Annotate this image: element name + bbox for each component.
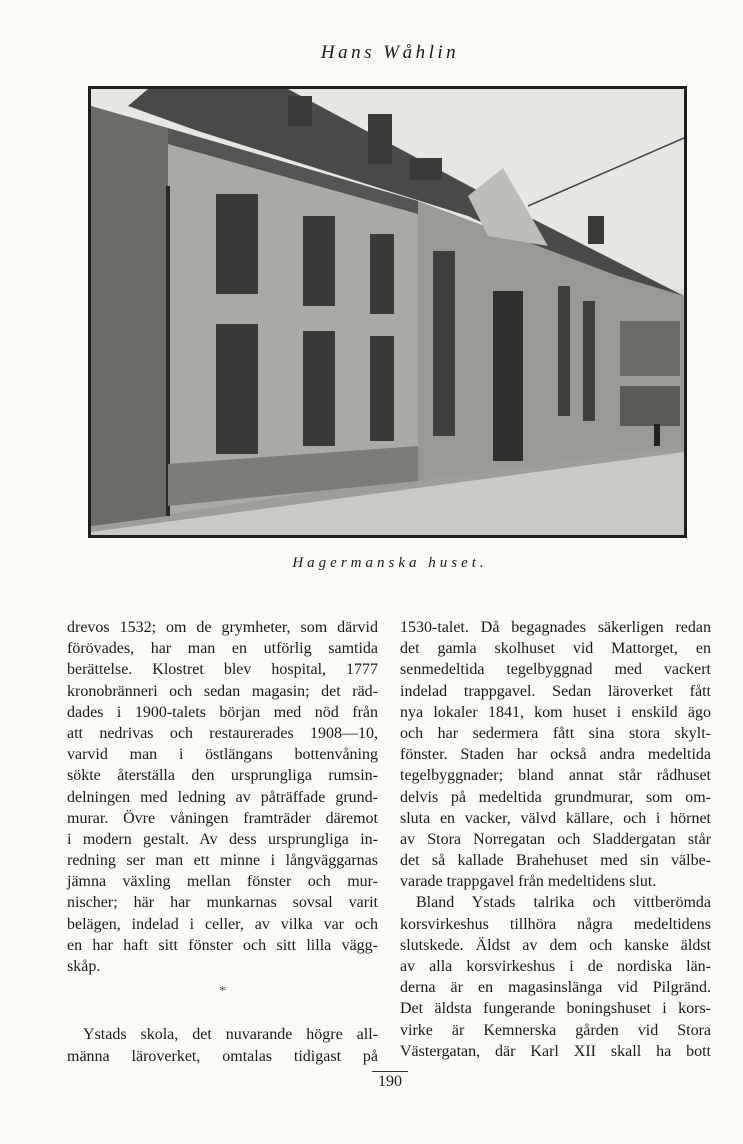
text-line: berättelse. Klostret blev hospital, 1777 <box>67 661 378 679</box>
text-line: derna är en magasinslänga vid Pilgränd. <box>400 979 711 997</box>
paragraph <box>400 617 711 892</box>
text-line: 1530-talet. Då begagnades säkerligen redan <box>400 619 711 636</box>
text-line: virke är Kemnerska gården vid Stora <box>400 1021 711 1039</box>
text-line: sökte återställa den ursprungliga rumsin- <box>67 767 378 785</box>
text-line: männa läroverket, omtalas tidigast på <box>67 1047 378 1065</box>
text-line: det gamla skolhuset vid Mattorget, en <box>400 640 711 658</box>
text-line: murar. Övre våningen framträder däremot <box>67 809 378 827</box>
text-line: fönster. Staden har också andra medeltida <box>400 746 711 764</box>
text-line: att nedrivas och restaurerades 1908—10, <box>67 724 378 742</box>
paragraph <box>67 617 378 977</box>
text-line: dades i 1900-talets början med nöd från <box>67 703 378 721</box>
text-line: nya lokaler 1841, kom huset i enskild ägo <box>400 703 711 721</box>
text-line: senmedeltida tegelbyggnad med vackert <box>400 661 711 679</box>
paragraph <box>400 892 711 1062</box>
photo-caption: Hagermanska huset. <box>292 555 488 571</box>
left-text-column <box>67 617 378 1067</box>
paragraph <box>67 1024 378 1066</box>
text-line: korsvirkeshus tillhöra några medeltidens <box>400 915 711 933</box>
text-line: kronobränneri och sedan magasin; det räd- <box>67 682 378 700</box>
text-line: en har haft sitt fönster och sitt lilla vägg- <box>67 936 378 954</box>
text-line: varvid man i östlängans bottenvåning <box>67 746 378 764</box>
page-number: 190 <box>372 1071 408 1091</box>
text-line: Det äldsta fungerande boningshuset i kors- <box>400 1000 711 1018</box>
text-line: förövades, har man en utförlig samtida <box>67 640 378 658</box>
right-text-column <box>400 617 711 1062</box>
text-line: Bland Ystads talrika och vittberömda <box>416 894 711 912</box>
text-line: av alla korsvirkeshus i de nordiska län- <box>400 958 711 975</box>
section-separator: * <box>219 984 226 1000</box>
text-line: i modern gestalt. Av dess ursprungliga in- <box>67 830 378 848</box>
text-line: det så kallade Brahehuset med sin välbe- <box>400 852 711 870</box>
text-line: sluta en vacker, välvd källare, och i hörnet <box>400 809 711 827</box>
running-header: Hans Wåhlin <box>320 42 460 63</box>
text-line: varade trappgavel från medeltidens slut. <box>400 873 657 891</box>
text-line: belägen, indelad i celler, av vilka var och <box>67 915 378 933</box>
building-photo <box>88 86 687 538</box>
text-line: delvis på medeltida grundmurar, som om- <box>400 788 711 806</box>
text-line: indelad trappgavel. Sedan läroverket fått <box>400 682 711 700</box>
text-line: jämna växling mellan fönster och mur- <box>67 873 378 891</box>
text-line: drevos 1532; om de grymheter, som därvid <box>67 619 378 636</box>
text-line: av Stora Norregatan och Sladdergatan står <box>400 830 711 848</box>
text-line: tegelbyggnader; bland annat står rådhuset <box>400 767 711 785</box>
text-line: delningen med ledning av påträffade grund- <box>67 788 378 806</box>
text-line: Västergatan, där Karl XII skall ha bott <box>400 1042 711 1060</box>
text-line: och har sedermera fått sina stora skylt- <box>400 724 711 742</box>
text-line: nischer; här har munkarnas sovsal varit <box>67 894 378 912</box>
text-line: skåp. <box>67 958 101 975</box>
text-line: Ystads skola, det nuvarande högre all- <box>83 1026 378 1044</box>
text-line: slutskede. Äldst av dem och kanske äldst <box>400 936 711 954</box>
text-line: redning ser man ett minne i långväggarnas <box>67 852 378 870</box>
